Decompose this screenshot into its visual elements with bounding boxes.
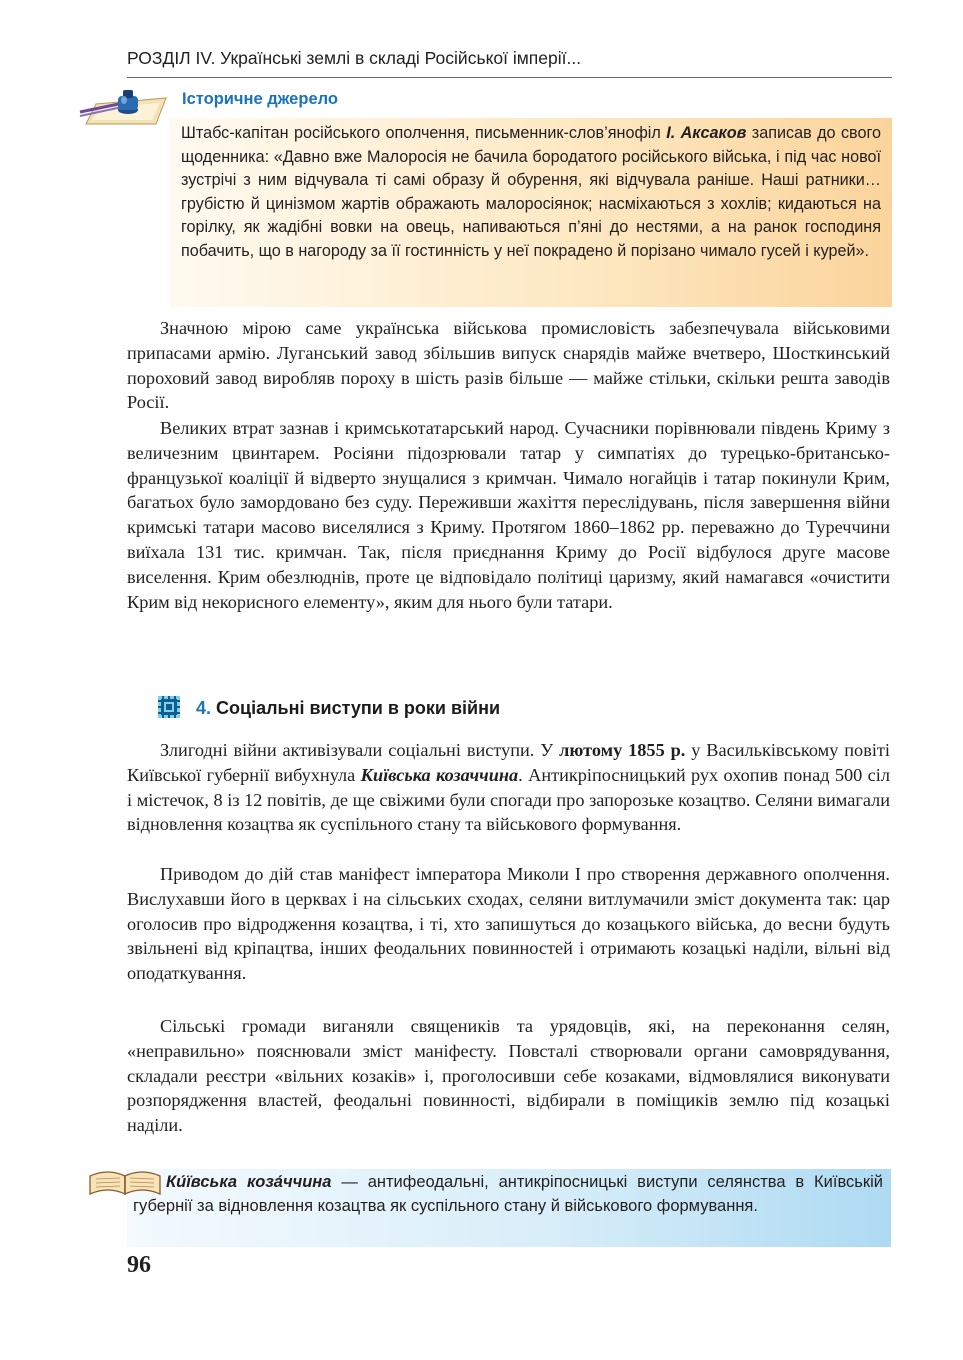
definition-term: Ки́ївська коза́ччина: [166, 1173, 332, 1191]
source-title: Історичне джерело: [182, 90, 338, 108]
section-heading: [196, 698, 500, 719]
p3-end: . Антикріпосницький рух охопив понад 500 сіл і містечок, 8 із 12 повітів, де ще свіжими були спогади про запорозьке козацтво. Селяни вимагали відновлення козацтва як суспільного стану та військового формування.: [127, 764, 890, 835]
definition-body: — антифеодальні, антикріпосницькі виступи селянства в Київській губернії за відновлення козацтва як суспільного стану й військового формування.: [133, 1173, 883, 1215]
p3-start: Злигодні війни активізували соціальні виступи. У: [160, 740, 560, 760]
source-text-start: Штабс-капітан російського ополчення, письменник-слов’янофіл: [181, 124, 667, 142]
page-number: 96: [127, 1252, 151, 1278]
header-rule: [127, 77, 892, 78]
paragraph-communities: Сільські громади виганяли священиків та урядовців, які, на переконання селян, «неправильно» пояснювали зміст маніфесту. Повсталі створювали органи самоврядування, складали реєстри «вільних козаків» і, проголосивши себе козаками, відмовлялися виконувати розпорядження властей, феодальні повинності, відбирали в поміщиків землю під козацькі наділи.: [127, 1016, 890, 1136]
paragraph-kyiv-cossacks: [127, 738, 890, 837]
p3-middle: у Васильківському повіті Київської губернії вибухнула: [127, 740, 890, 785]
definition-text: [133, 1170, 883, 1218]
source-author: І. Аксаков: [666, 124, 747, 142]
chip-icon: [158, 696, 180, 718]
p3-date: лютому 1855 р.: [559, 740, 686, 760]
source-text-end: записав до свого щоденника: «Давно вже Малоросія не бачила бородатого російського війська, і під час нової зустрічі з ним відчувала ті самі образу й обурення, які відчувала раніше. Наші ратники… грубістю й цинізмом жартів ображають малоросіянок; насміхаються з хохлів; кидаються на горілку, як жадібні вовки на овець, напиваються п’яні до нестями, а на ранок господиня побачить, що в нагороду за її гостинність у неї покрадено й порізано чимало гусей і курей».: [181, 124, 882, 260]
p3-term: Київська козаччина: [360, 764, 519, 785]
inkwell-quill-icon: [78, 86, 172, 126]
source-quote: [181, 122, 881, 264]
section-number: 4.: [196, 698, 212, 718]
paragraph-industry: Значною мірою саме українська військова промисловість забезпечувала військовими припасами армію. Луганський завод збільшив випуск снарядів майже вчетверо, Шосткинський пороховий завод виробляв пороху в шість разів більше — майже стільки, скільки решта заводів Росії.: [127, 318, 890, 413]
paragraph-crimean-tatars: Великих втрат зазнав і кримськотатарський народ. Сучасники порівнювали південь Криму з величезним цвинтарем. Росіяни підозрювали татар у симпатіях до турецько-британсько-французької коаліції й відверто знущалися з кримчан. Чимало ногайців і татар покинули Крим, багатьох було замордовано без суду. Переживши жахіття переслідувань, після завершення війни кримські татари масово виселялися з Криму. Протягом 1860–1862 рр. переважно до Туреччини виїхала 131 тис. кримчан. Так, після приєднання Криму до Росії відбулося друге масове виселення. Крим обезлюднів, проте це відповідало політиці царизму, який намагався «очистити Крим від некорисного елементу», яким для нього були татари.: [127, 418, 890, 612]
paragraph-manifesto: Приводом до дій став маніфест імператора Миколи І про створення державного ополчення. Вислухавши його в церквах і на сільських сходах, селяни витлумачили зміст документа так: цар оголосив про відродження козацтва, і ті, хто запишуться до козацького війська, до весни будуть звільнені від кріпацтва, інших феодальних повинностей і отримають козацькі наділи, вільні від оподаткування.: [127, 864, 890, 984]
running-header: РОЗДІЛ IV. Українські землі в складі Російської імперії...: [127, 48, 582, 68]
section-title: Соціальні виступи в роки війни: [216, 698, 501, 718]
